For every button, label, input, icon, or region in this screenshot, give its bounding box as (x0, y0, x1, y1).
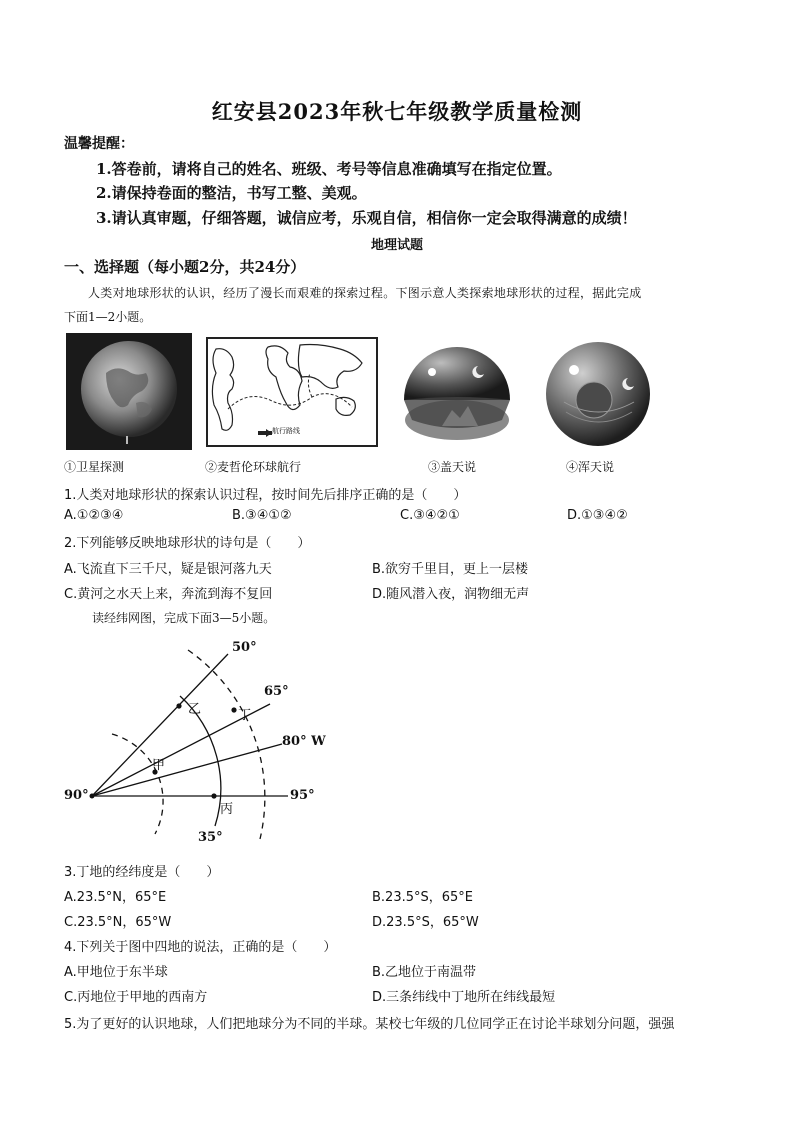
huntian-sphere-image (544, 340, 652, 448)
label-lon-50: 50° (232, 640, 257, 655)
caption-magellan: ②麦哲伦环球航行 (205, 460, 302, 474)
meridian-50 (92, 654, 228, 796)
question-2-option-a[interactable]: A.飞流直下三千尺，疑是银河落九天 (64, 562, 272, 577)
question-2-option-c[interactable]: C.黄河之水天上来，奔流到海不复回 (64, 587, 273, 602)
point-label-yi: 乙 (188, 702, 202, 717)
caption-huntian: ④浑天说 (566, 460, 615, 474)
reminder-item-2: 2.请保持卷面的整洁，书写工整、美观。 (96, 184, 367, 202)
question-5-stem: 5.为了更好的认识地球，人们把地球分为不同的半球。某校七年级的几位同学正在讨论半球划分问题，强强 (64, 1017, 675, 1032)
question-3-option-a[interactable]: A.23.5°N，65°E (64, 890, 167, 905)
label-pole-90: 90° (64, 788, 89, 803)
question-3-option-b[interactable]: B.23.5°S，65°E (372, 890, 474, 905)
question-3-option-c[interactable]: C.23.5°N，65°W (64, 915, 172, 930)
intro-text-grid: 读经纬网图，完成下面3—5小题。 (92, 611, 276, 625)
question-3-stem: 3.丁地的经纬度是（ ） (64, 865, 220, 880)
point-label-jia: 甲 (152, 758, 166, 773)
label-lon-95: 95° (290, 788, 315, 803)
intro-text-line2: 下面1—2小题。 (64, 310, 152, 324)
label-lon-65: 65° (264, 684, 289, 699)
question-4-option-a[interactable]: A.甲地位于东半球 (64, 965, 168, 980)
question-1-stem: 1.人类对地球形状的探索认识过程，按时间先后排序正确的是（ ） (64, 488, 467, 503)
caption-gaitian: ③盖天说 (428, 460, 477, 474)
reminder-heading: 温馨提醒： (64, 136, 134, 152)
question-1-option-b[interactable]: B.③④①② (232, 508, 292, 523)
question-2-option-d[interactable]: D.随风潜入夜，润物细无声 (372, 587, 530, 602)
label-lon-80w: 80° W (282, 734, 326, 749)
question-4-option-b[interactable]: B.乙地位于南温带 (372, 965, 477, 980)
graticule-diagram (60, 634, 360, 854)
question-4-option-d[interactable]: D.三条纬线中丁地所在纬线最短 (372, 990, 556, 1005)
subject-title: 地理试题 (370, 238, 423, 253)
magellan-voyage-map (206, 337, 378, 447)
section-heading: 一、选择题（每小题2分，共24分） (64, 258, 306, 276)
question-2-stem: 2.下列能够反映地球形状的诗句是（ ） (64, 536, 311, 551)
question-2-option-b[interactable]: B.欲穷千里目，更上一层楼 (372, 562, 529, 577)
reminder-item-1: 1.答卷前，请将自己的姓名、班级、考号等信息准确填写在指定位置。 (96, 160, 562, 178)
question-4-stem: 4.下列关于图中四地的说法，正确的是（ ） (64, 940, 337, 955)
question-1-option-c[interactable]: C.③④②① (400, 508, 460, 523)
point-label-ding: 丁 (238, 708, 252, 723)
label-lat-35: 35° (198, 830, 223, 845)
point-label-bing: 丙 (220, 802, 234, 817)
question-3-option-d[interactable]: D.23.5°S，65°W (372, 915, 479, 930)
caption-satellite: ①卫星探测 (64, 460, 125, 474)
exam-title: 红安县2023年秋七年级教学质量检测 (211, 99, 583, 124)
question-1-option-d[interactable]: D.①③④② (567, 508, 628, 523)
question-1-option-a[interactable]: A.①②③④ (64, 508, 124, 523)
gaitian-dome-image (398, 336, 516, 450)
satellite-earth-image (66, 333, 192, 450)
map-legend-label: 航行路线 (272, 427, 300, 435)
intro-text-line1: 人类对地球形状的认识，经历了漫长而艰难的探索过程。下图示意人类探索地球形状的过程，据此完成 (88, 286, 642, 300)
reminder-item-3: 3.请认真审题，仔细答题，诚信应考，乐观自信，相信你一定会取得满意的成绩！ (96, 209, 637, 227)
question-4-option-c[interactable]: C.丙地位于甲地的西南方 (64, 990, 208, 1005)
